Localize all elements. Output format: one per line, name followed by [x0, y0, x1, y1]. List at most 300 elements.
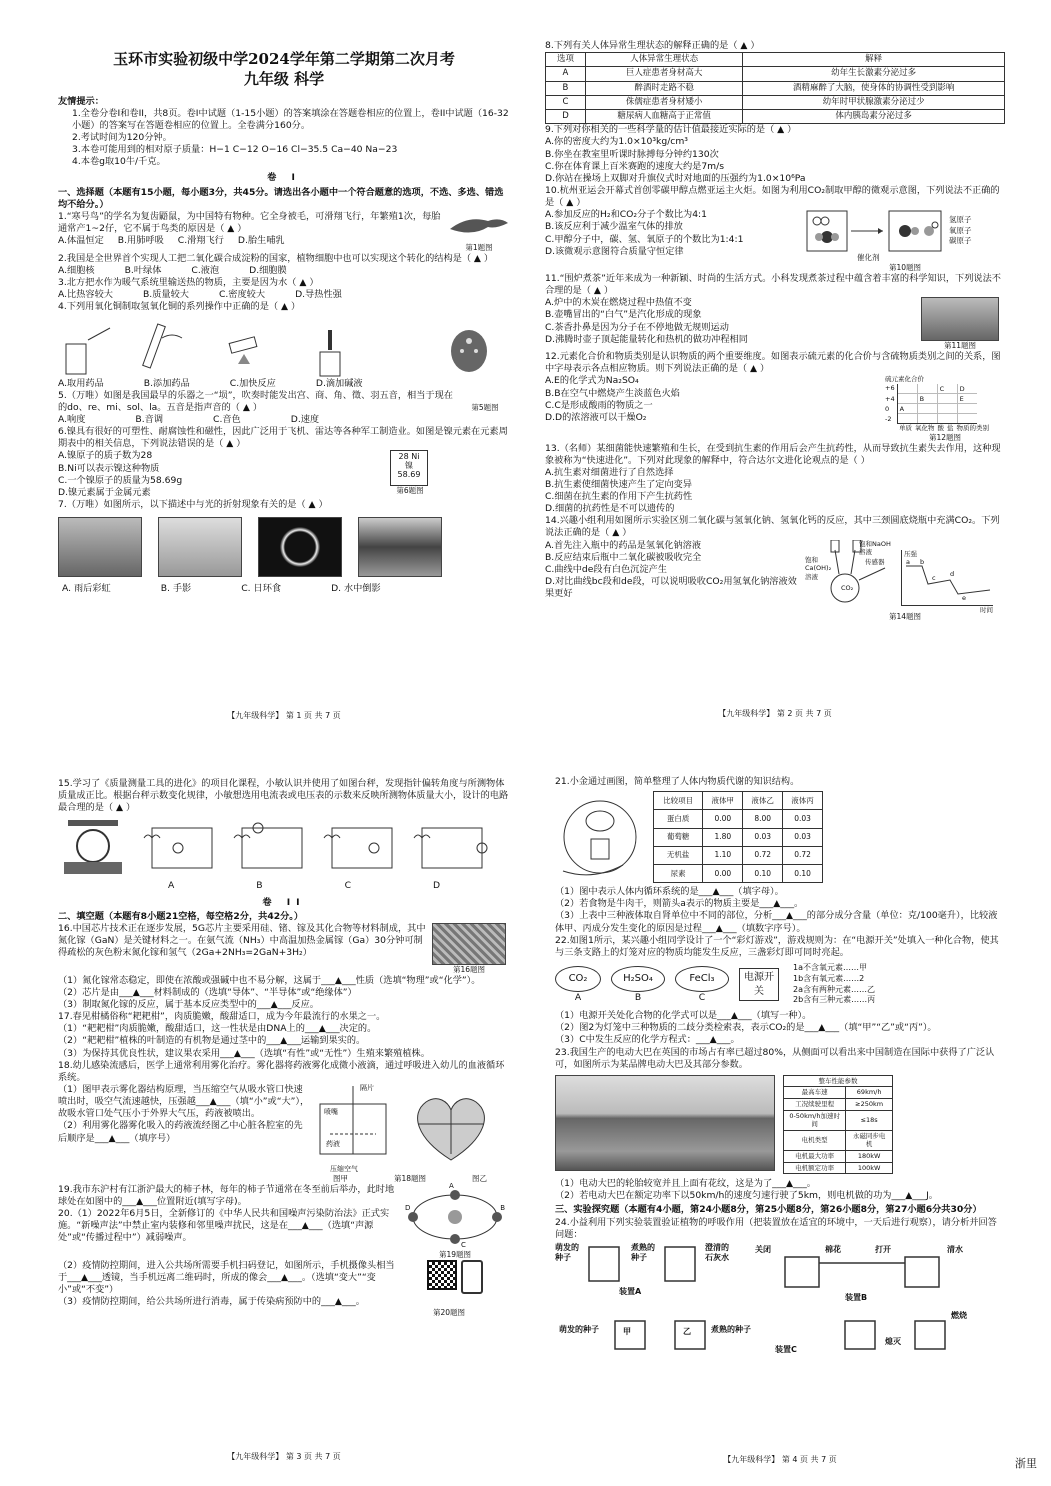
corner-tag: 浙里: [1015, 1457, 1037, 1471]
label-jar-yi: 乙: [683, 1326, 691, 1336]
table-cell: 尿素: [654, 864, 703, 882]
table-cell: 体内胰岛素分泌过多: [743, 110, 1005, 124]
params-header: 整车性能参数: [784, 1075, 893, 1087]
q21-header-cell: 比较项目: [654, 792, 703, 810]
label-limewater: 澄清的石灰水: [705, 1242, 729, 1263]
q10-option-c[interactable]: C.甲醇分子中，碳、氢、氧原子的个数比为1:4:1: [545, 233, 744, 245]
key-line-2a: 2a含有两种元素……乙: [793, 984, 875, 994]
table-row: [784, 1150, 893, 1162]
orbit-point-c: C: [461, 1240, 466, 1249]
table-cell: 1.10: [703, 846, 743, 864]
q7-text: 7.（万唯）如图所示，以下描述中与光的折射现象有关的是（ ▲ ）: [58, 499, 328, 510]
q18-block: [58, 1084, 510, 1184]
table-cell: 侏儒症患者身材矮小: [585, 95, 742, 109]
table-row: [784, 1130, 893, 1150]
compressed-air-label: 压缩空气: [330, 1164, 358, 1173]
circuit-diagrams: [138, 818, 498, 876]
q12-point-e: E: [959, 395, 964, 404]
q18-text: 18.幼儿感染流感后，医学上通常利用雾化治疗。雾化器将药液雾化成微小液滴，通过呼吸进入幼儿的血液循环系统。: [58, 1059, 505, 1083]
orbit-point-b: B: [500, 1203, 505, 1212]
param-value: ≥250km: [846, 1099, 893, 1111]
table-row: [546, 95, 1005, 109]
q22-part-1: （1）电源开关处化合物的化学式可以是___▲___（填写一种）。: [555, 1010, 812, 1022]
molecule-diagram: [805, 209, 945, 253]
q4-option-b[interactable]: B.添加药品: [143, 377, 190, 389]
q21-text: 21.小金通过画图，简单整理了人体内物质代谢的知识结构。: [555, 776, 800, 787]
lantern-a-formula: CO₂: [555, 966, 601, 992]
q23-figure: [555, 1075, 1005, 1174]
pressure-line: [902, 550, 994, 606]
q23-text: 23.我国生产的电动大巴在英国的市场占有率已超过80%，从侧面可以看出来中国制造在国际中获得了广泛认可，如图所示为某品牌电动大巴及其部分参数。: [555, 1046, 995, 1070]
q5-option-d[interactable]: D.速度: [290, 414, 320, 426]
q1-text: 1.“寒号鸟”的学名为复齿鼯鼠，为中国特有物种。它全身被毛，可滑翔飞行，年繁殖1次，每胎通常产1~2仔，它不属于鸟类的原因是（ ▲ ）: [58, 210, 441, 234]
q3-options: [58, 289, 510, 301]
qr-code-icon: [427, 1260, 457, 1290]
nickel-symbol: Ni: [411, 452, 420, 462]
nickel-name: 镍: [405, 461, 413, 471]
param-name: 工况续驶里程: [784, 1099, 846, 1111]
param-value: 100kW: [846, 1162, 893, 1174]
q9-option-b[interactable]: B.你坐在教室里听课时脉搏每分钟约130次: [545, 148, 719, 160]
label-water: 清水: [947, 1244, 963, 1254]
bus-params-table: [783, 1075, 893, 1174]
q16-part-3: （3）制取氮化镓的反应，属于基本反应类型中的___▲___反应。: [58, 999, 319, 1011]
q5-text: 5.（万唯）如图是我国最早的乐器之一“埙”，吹奏时能发出宫、商、角、徵、羽五音，相当于现在的do、re、mi、sol、la。五音是指声音的（ ▲ ）: [58, 389, 453, 413]
q8-header-cell: 人体异常生理状态: [585, 53, 742, 67]
q4-options: [58, 378, 510, 390]
q4-option-d[interactable]: D.滴加碱液: [315, 377, 363, 389]
fig6-label: 第6题图: [396, 486, 424, 496]
table-row: [784, 1110, 893, 1130]
param-value: 180kW: [846, 1150, 893, 1162]
q16-part-2: （2）芯片是由___▲___材料制成的（选填“导体”、“半导体”或“绝缘体”）: [58, 986, 357, 998]
q17-part-1: （1）“耙耙柑”肉质脆嫩，酸甜适口，这一性状是由DNA上的___▲___决定的。: [58, 1023, 377, 1035]
param-value: ≤18s: [846, 1110, 893, 1130]
q21-header-cell: 液体丙: [783, 792, 823, 810]
q12-point-b: B: [919, 395, 925, 404]
label-open: 打开: [875, 1244, 891, 1254]
orbit-point-d: D: [405, 1203, 411, 1212]
table-row: [654, 864, 823, 882]
apparatus-a-label: 装置A: [619, 1286, 642, 1296]
q15-option-c[interactable]: C: [344, 880, 352, 892]
curve-point-d: d: [950, 569, 955, 578]
q21-header-cell: 液体乙: [743, 792, 783, 810]
q22-figure: [555, 963, 1005, 1006]
q20-part-2: （2）疫情防控期间，进入公共场所需要手机扫码登记，如图所示，手机摄像头相当于___▲___透镜，当手机远离二维码时，所成的像会___▲___。（选填“变大”“变小”或“不变”）: [58, 1259, 395, 1296]
q10-figure: [805, 209, 1005, 273]
section-2-heading: 二、填空题（本题有8小题21空格，每空格2分，共42分。）: [58, 910, 304, 922]
water-reflection-photo: [358, 517, 442, 577]
q11-option-d[interactable]: D.沸腾时壶子顶起能量转化和热机的做功冲程相同: [545, 333, 748, 345]
q6-option-d[interactable]: D.镍元素属于金属元素: [58, 486, 151, 498]
q7-option-c[interactable]: C. 日环食: [241, 583, 282, 595]
q2-option-b[interactable]: B.叶绿体: [124, 265, 162, 277]
q7-option-d[interactable]: D. 水中倒影: [331, 583, 381, 595]
q13-option-c[interactable]: C.细菌在抗生素的作用下产生抗药性: [545, 491, 693, 503]
q11-option-b[interactable]: B.壶嘴冒出的“白气”是汽化形成的现象: [545, 309, 702, 321]
table-row: [654, 810, 823, 828]
q12-point-d: D: [959, 385, 965, 394]
fig18b-label: 图乙: [472, 1174, 487, 1183]
nickel-element-card: [390, 450, 428, 486]
q15-option-b[interactable]: B: [256, 880, 263, 892]
q21-table-header: [654, 792, 823, 810]
time-axis-label: 时间: [980, 606, 993, 615]
rainbow-photo: [58, 517, 142, 577]
label-germinating-seeds-c: 萌发的种子: [559, 1324, 599, 1334]
q12-grid: [897, 384, 977, 424]
q15-options: [58, 880, 510, 892]
curve-point-a: a: [906, 557, 910, 566]
q10-option-d[interactable]: D.该微观示意图符合质量守恒定律: [545, 245, 684, 257]
table-cell: 8.00: [743, 810, 783, 828]
q15-text: 15.学习了《质量测量工具的进化》的项目化课程，小敏认识并使用了如图台秤，发现指针偏转角度与所测物体质量成正比。根据台秤示数变化规律，小敏想选用电流表或电压表的示数来反映所测物体质量大小，设计的电路最合理的是（ ▲ ）: [58, 778, 509, 814]
chip-photo: [432, 923, 506, 965]
param-value: 69km/h: [846, 1087, 893, 1099]
q20-text: 20.（1）2022年6月5日，全新修订的《中华人民共和国噪声污染防治法》正式实施。“新噪声法”中禁止室内装修和邻里噪声扰民，这是在___▲___（选填“声源处”或“传播过程中”）减弱噪声。: [58, 1208, 390, 1244]
q22-part-3: （3）C中发生反应的化学方程式：___▲___。: [555, 1034, 740, 1046]
table-cell: 葡萄糖: [654, 828, 703, 846]
table-cell: 醉酒时走路不稳: [585, 81, 742, 95]
medicine-label: 药液: [326, 1140, 340, 1148]
curve-point-c: c: [932, 573, 936, 582]
orbit-point-a: A: [449, 1181, 454, 1190]
q9-text: 9.下列对你相关的一些科学量的估计值最接近实际的是（ ▲ ）: [545, 124, 797, 136]
exam-subtitle: 九年级 科学: [243, 69, 325, 88]
q12-block: [545, 375, 1005, 442]
lantern-b-label: B: [634, 991, 642, 1003]
q21-table: [653, 791, 823, 883]
q21-header-cell: 液体甲: [703, 792, 743, 810]
q24-text: 24.小益利用下列实验装置验证植物的呼吸作用（把装置放在适宜的环境中，一天后进行观察），请分析并回答问题：: [555, 1216, 997, 1240]
q12-text: 12.元素化合价和物质类别是认识物质的两个重要维度。如图表示硫元素的化合价与含硫物质类别之间的关系，图中字母表示各点相应物质。则下列说法正确的是（ ▲ ）: [545, 351, 1001, 375]
q8-header-cell: 解释: [743, 53, 1005, 67]
q20-part-3: （3）疫情防控期间，给公共场所进行消毒，属于传染病预防中的___▲___。: [58, 1296, 365, 1308]
table-cell: 0.03: [743, 828, 783, 846]
separator-label: 隔片: [360, 1084, 374, 1092]
table-cell: A: [546, 67, 586, 81]
q9-option-c[interactable]: C.你在体育课上百米赛跑的速度大约是7m/s: [545, 160, 725, 172]
tip-1: 1.全卷分卷I和卷II，共8页。卷I中试题（1-15小题）的答案填涂在答题卷相应的位置上，卷II中试题（16-32小题）的答案写在答题卷相应的位置上。全卷满分160分。: [72, 107, 509, 131]
q22-part-2: （2）图2为灯笼中三种物质的二歧分类检索表，表示CO₂的是___▲___（填“甲”“乙”或“丙”）。: [555, 1022, 937, 1034]
q1-option-b[interactable]: B.用肺呼吸: [117, 235, 164, 247]
table-cell: 0.72: [743, 846, 783, 864]
table-cell: 0.03: [783, 828, 823, 846]
table-cell: 0.00: [703, 810, 743, 828]
q2-text: 2.我国是全世界首个实现人工把二氧化碳合成淀粉的国家，植物细胞中也可以实现这个转化的结构是（ ▲ ）: [58, 252, 494, 264]
q15-figures: [58, 818, 510, 876]
nickel-atomic-number: 28: [398, 452, 409, 462]
table-row: [546, 67, 1005, 81]
q4-option-c[interactable]: C.加快反应: [229, 377, 276, 389]
label-germinating-seeds: 萌发的种子: [555, 1242, 579, 1263]
q5-block: [58, 390, 510, 426]
nebulizer-diagram: [310, 1084, 396, 1173]
q11-block: [545, 297, 1005, 351]
q8-table: [545, 52, 1005, 124]
tip-2: 2.考试时间为120分钟。: [72, 132, 172, 144]
q14-text: 14.兴趣小组利用如图所示实验区别二氧化碳与氢氧化钠、氢氧化钙的反应，其中三颈圆底烧瓶中充满CO₂。下列说法正确的是（ ▲ ）: [545, 515, 1000, 539]
q7-option-a[interactable]: A. 雨后彩虹: [62, 583, 111, 595]
q7-option-b[interactable]: B. 手影: [160, 583, 192, 595]
q10-block: [545, 209, 1005, 273]
q23-part-2: （2）若电动大巴在额定功率下以50km/h的速度匀速行驶了5km，则电机做的功为___▲___J。: [555, 1190, 938, 1202]
table-row: [546, 81, 1005, 95]
q21-part-1: （1）图中表示人体内循环系统的是___▲___（填字母）。: [555, 886, 784, 898]
q2-option-d[interactable]: D.细胞膜: [249, 265, 287, 277]
apparatus-b-label: 装置B: [845, 1292, 868, 1302]
table-row: [654, 846, 823, 864]
q6-option-a[interactable]: A.镍原子的质子数为28: [58, 450, 153, 462]
q3-text: 3.北方把水作为暖气系统里输送热的物质，主要是因为水（ ▲ ）: [58, 277, 319, 289]
q14-option-a[interactable]: A.首先注入瓶中的药品是氢氧化钠溶液: [545, 539, 702, 551]
table-cell: 0.10: [783, 864, 823, 882]
fig20-label: 第20题图: [432, 1308, 466, 1318]
q15-option-d[interactable]: D: [433, 880, 441, 892]
q13-option-d[interactable]: D.细菌的抗药性是不可以遗传的: [545, 503, 675, 515]
q22-text: 22.如图1所示，某兴趣小组同学设计了一个“彩灯游戏”，游戏规则为：在“电源开关”处填入一种化合物，使其与三条支路上的灯笼对应的物质均能发生反应，三盏彩灯即可同时亮起。: [555, 934, 999, 958]
q16-part-1: （1）氮化镓常态稳定，即使在浓酸或强碱中也不易分解，这属于___▲___性质（选填“物理”或“化学”）。: [58, 974, 481, 986]
label-extinguished: 熄灭: [885, 1336, 901, 1346]
tip-4: 4.本卷g取10牛/千克。: [72, 156, 166, 168]
page-2-footer: 【九年级科学】 第 2 页 共 7 页: [718, 709, 832, 719]
q6-block: [58, 450, 510, 499]
q5-option-a[interactable]: A.响度: [58, 414, 86, 426]
q21-part-3: （3）上表中三种液体取自肾单位中不同的部位，分析___▲___的部分成分含量（单位：克/100毫升），比较液体甲、丙成分发生变化的原因是过程___▲___（填数字序号）。: [555, 910, 998, 934]
q12-x-tick: 酸: [937, 424, 944, 433]
hand-shadow-photo: [158, 517, 242, 577]
q12-point-c: C: [939, 385, 945, 394]
q12-option-a[interactable]: A.E的化学式为Na₂SO₄: [545, 375, 639, 387]
q6-option-b[interactable]: B.Ni可以表示镍这种物质: [58, 462, 160, 474]
param-name: 电机类型: [784, 1130, 846, 1150]
tips-heading: 友情提示：: [58, 95, 104, 107]
lantern-b-formula: H₂SO₄: [611, 966, 665, 992]
q1-options: [58, 235, 444, 247]
table-cell: 酒精麻醉了大脑，使身体的协调性受到影响: [743, 81, 1005, 95]
section-juan-2: 卷 II: [262, 896, 306, 908]
nozzle-label: 喷嘴: [324, 1108, 338, 1116]
q18-figures: [310, 1084, 510, 1184]
q12-x-tick: 氧化物: [915, 424, 935, 433]
q24-apparatus-drawing: [555, 1241, 985, 1359]
q12-x-tick: 盐: [947, 424, 954, 433]
heart-diagram: [406, 1088, 496, 1164]
nickel-element-card-wrap: [370, 450, 510, 499]
table-cell: C: [546, 95, 586, 109]
q14-figure: [805, 540, 1005, 622]
q5-option-c[interactable]: C.音色: [213, 414, 241, 426]
lantern-c: [675, 966, 729, 1004]
table-cell: 0.10: [743, 864, 783, 882]
q2-options: [58, 265, 510, 277]
q2-option-a[interactable]: A.细胞核: [58, 265, 95, 277]
param-name: 电机最大功率: [784, 1150, 846, 1162]
q11-text: 11.“围炉煮茶”近年来成为一种新颖、时尚的生活方式。小科发现煮茶过程中蕴含着丰富的科学知识，下列说法不合理的是（ ▲ ）: [545, 273, 1001, 297]
param-name: 最高车速: [784, 1087, 846, 1099]
pressure-curve: [901, 549, 993, 615]
table-cell: B: [546, 81, 586, 95]
q12-x-tick: 单质: [899, 424, 912, 433]
fig1-label: 第1题图: [465, 243, 493, 252]
power-switch-box: 电源开关: [739, 968, 779, 1000]
fig11-label: 第11题图: [943, 341, 977, 351]
table-cell: 幼年时甲状腺激素分泌过少: [743, 95, 1005, 109]
q10-text: 10.杭州亚运会开幕式首创零碳甲醇点燃亚运主火炬。如图为利用CO₂制取甲醇的微观示意图，下列说法不正确的是（ ▲ ）: [545, 184, 1000, 209]
table-cell: 0.03: [783, 810, 823, 828]
page-1: [58, 42, 510, 722]
q5-option-b[interactable]: B.音调: [135, 414, 164, 426]
q8-header-cell: 选项: [546, 53, 586, 67]
label-cotton: 棉花: [825, 1244, 841, 1254]
q3-option-c[interactable]: C.密度较大: [218, 289, 266, 301]
q14-block: [545, 540, 1005, 622]
key-line-2b: 2b含有三种元素……丙: [793, 995, 876, 1005]
legend-hydrogen: 氢原子: [949, 215, 972, 225]
q11-option-a[interactable]: A.炉中的木炭在燃烧过程中热值不变: [545, 297, 692, 309]
table-cell: 巨人症患者身材高大: [585, 67, 742, 81]
fig12-label: 第12题图: [928, 432, 962, 442]
orbit-drawing: [405, 1181, 505, 1250]
label-burning: 燃烧: [951, 1310, 967, 1320]
exam-title: 玉环市实验初级中学2024学年第二学期第二次月考: [113, 50, 455, 68]
classification-key: [793, 963, 875, 1006]
q12-point-a: A: [899, 405, 905, 414]
q8-text: 8.下列有关人体异常生理状态的解释正确的是（ ▲ ）: [545, 40, 760, 51]
q1-option-c[interactable]: C.滑翔飞行: [177, 235, 224, 247]
table-cell: 0.72: [783, 846, 823, 864]
q19-text: 19.我市东沪村有江浙沪最大的柿子林，每年的柿子节通常在冬至前后举办，此时地球处在如图中的___▲___位置附近(填写字母)。: [58, 1183, 395, 1208]
lantern-a: [555, 966, 601, 1004]
platform-scale-figure: [58, 818, 128, 876]
q9-option-d[interactable]: D.你站在操场上双脚对升旗仪式时对地面的压强约为1.0×10⁶Pa: [545, 172, 806, 184]
page-2: [545, 40, 1005, 720]
q1-option-d[interactable]: D.胎生哺乳: [237, 235, 285, 247]
param-name: 0-50km/h加速时间: [784, 1110, 846, 1130]
lantern-a-label: A: [574, 991, 582, 1003]
fig18-label: 第18题图: [393, 1174, 427, 1183]
q3-option-d[interactable]: D.导热性强: [295, 289, 342, 301]
legend-oxygen: 氧原子: [949, 225, 972, 235]
q12-option-d[interactable]: D.D的浓溶液可以干燥O₂: [545, 411, 647, 423]
page-3-footer: 【九年级科学】 第 3 页 共 7 页: [227, 1452, 341, 1462]
q16-block: [58, 923, 510, 975]
q5-options: [58, 414, 460, 426]
q11-option-c[interactable]: C.茶香扑鼻是因为分子在不停地做无规则运动: [545, 321, 729, 333]
q6-option-c[interactable]: C.一个镍原子的质量为58.69g: [58, 474, 183, 486]
table-cell: 幼年生长激素分泌过多: [743, 67, 1005, 81]
q3-option-b[interactable]: B.质量较大: [142, 289, 189, 301]
q14-option-c[interactable]: C.曲线中de段有白色沉淀产生: [545, 563, 667, 575]
metabolism-diagram: [555, 791, 645, 883]
q10-option-a[interactable]: A.参加反应的H₂和CO₂分子个数比为4:1: [545, 209, 708, 221]
q19-figure: [400, 1181, 510, 1260]
param-value: 永磁同步电机: [846, 1130, 893, 1150]
q12-x-axis-title: 物质的类别: [956, 424, 989, 433]
q12-y-tick: 0: [885, 404, 890, 413]
q21-block: [555, 791, 1005, 883]
q24-apparatus-figure: [555, 1241, 1005, 1359]
q4-apparatus-figure: [58, 320, 388, 378]
q9-option-a[interactable]: A.你的密度大约为1.0×10³kg/cm³: [545, 136, 688, 148]
q12-y-tick: +6: [885, 384, 895, 393]
page-4: [555, 776, 1005, 1466]
label-boiled-seeds: 煮熟的种子: [631, 1242, 655, 1263]
q8-table-header: [546, 53, 1005, 67]
q14-option-d[interactable]: D.对比曲线bc段和de段，可以说明吸收CO₂用氢氧化钠溶液效果更好: [545, 576, 797, 600]
section-1-heading: 一、选择题（本题有15小题，每小题3分，共45分。请选出各小题中一个符合题意的选项，不选、多选、错选均不给分。）: [58, 186, 504, 210]
q17-text: 17.春见柑橘俗称“耙耙柑”，肉质脆嫩，酸甜适口，成为今年最流行的水果之一。: [58, 1011, 386, 1023]
annular-eclipse-photo: [258, 517, 342, 577]
q12-option-c[interactable]: C.C是形成酸雨的物质之一: [545, 399, 653, 411]
tip-3: 3.本卷可能用到的相对原子质量：H−1 C−12 O−16 Cl−35.5 Ca−40 Na−23: [72, 144, 398, 156]
q7-photos: [58, 517, 510, 577]
phone-icon: [461, 1260, 483, 1294]
lantern-b: [611, 966, 665, 1004]
q4-text: 4.下列用氧化铜制取氢氧化铜的系列操作中正确的是（ ▲ ）: [58, 301, 301, 313]
table-row: [654, 828, 823, 846]
fig10-label: 第10题图: [888, 263, 922, 273]
lantern-c-label: C: [698, 991, 706, 1003]
table-row: [546, 110, 1005, 124]
q15-option-a[interactable]: A: [168, 880, 175, 892]
key-line-1b: 1b含有氧元素……2: [793, 973, 865, 983]
table-cell: 无机盐: [654, 846, 703, 864]
q4-figures: [58, 314, 510, 378]
q1-block: [58, 211, 510, 253]
q1-option-a[interactable]: A.体温恒定: [58, 235, 104, 247]
q10-option-b[interactable]: B.该反应利于减少温室气体的排放: [545, 221, 683, 233]
label-jar-jia: 甲: [623, 1326, 631, 1336]
page-3: [58, 778, 510, 1463]
q4-option-a[interactable]: A.取用药品: [58, 377, 104, 389]
lantern-c-formula: FeCl₃: [675, 966, 729, 992]
table-cell: D: [546, 110, 586, 124]
q3-option-a[interactable]: A.比热容较大: [58, 289, 113, 301]
q20-block: [58, 1260, 510, 1309]
section-3-heading: 三、实验探究题（本题有4小题，第24小题8分，第25小题8分，第26小题8分，第27小题6分共30分）: [555, 1204, 982, 1216]
earth-orbit-diagram: [405, 1181, 505, 1250]
q12-option-b[interactable]: B.B在空气中燃烧产生淡蓝色火焰: [545, 387, 680, 399]
q14-option-b[interactable]: B.反应结束后瓶中二氧化碳被吸收完全: [545, 551, 702, 563]
table-cell: 1.80: [703, 828, 743, 846]
flask-co2-label: CO₂: [841, 583, 854, 592]
key-line-1a: 1a不含氧元素……甲: [793, 962, 867, 972]
q7-options: [58, 583, 510, 595]
table-cell: 0.00: [703, 864, 743, 882]
q19-block: [58, 1181, 510, 1260]
q12-figure: [885, 375, 1005, 442]
q13-option-b[interactable]: B.抗生素使细菌快速产生了定向变异: [545, 478, 693, 490]
nickel-atomic-mass: 58.69: [397, 470, 421, 480]
page-4-footer: 【九年级科学】 第 4 页 共 7 页: [723, 1455, 837, 1465]
nebulizer-drawing: [310, 1084, 396, 1164]
table-cell: 糖尿病人血糖高于正常值: [585, 110, 742, 124]
table-cell: 蛋白质: [654, 810, 703, 828]
q2-option-c[interactable]: C.液泡: [191, 265, 220, 277]
catalyst-label: 催化剂: [857, 253, 880, 263]
q16-text: 16.中国芯片技术正在逐步发展，5G芯片主要采用硅、锗、镓及其化合物等材料制成，其中氮化镓（GaN）是关键材料之一。在氨气流（NH₃）中高温加热金属镓（Ga）30分钟可制得疏松的灰色粉末氮化镓和氢气（2Ga+2NH₃=2GaN+3H₂）: [58, 922, 426, 959]
fig18a-label: 图甲: [332, 1174, 348, 1183]
q18-part-1: （1）图甲表示雾化器结构原理，当压缩空气从吸水管口快速喷出时，吸空气流速越快，压强越___▲___（填“小”或“大”），故吸水管口处气压小于外界大气压，药液被喷出。: [58, 1084, 310, 1120]
curve-point-b: b: [920, 557, 925, 566]
fig5-label: 第5题图: [471, 403, 499, 412]
pressure-axis-label: 压强: [904, 549, 917, 558]
q23-part-1: （1）电动大巴的轮胎较宽并且上面有花纹，这是为了___▲___。: [555, 1178, 816, 1190]
fig19-label: 第19题图: [438, 1249, 472, 1259]
q13-option-a[interactable]: A.抗生素对细菌进行了自然选择: [545, 466, 674, 478]
